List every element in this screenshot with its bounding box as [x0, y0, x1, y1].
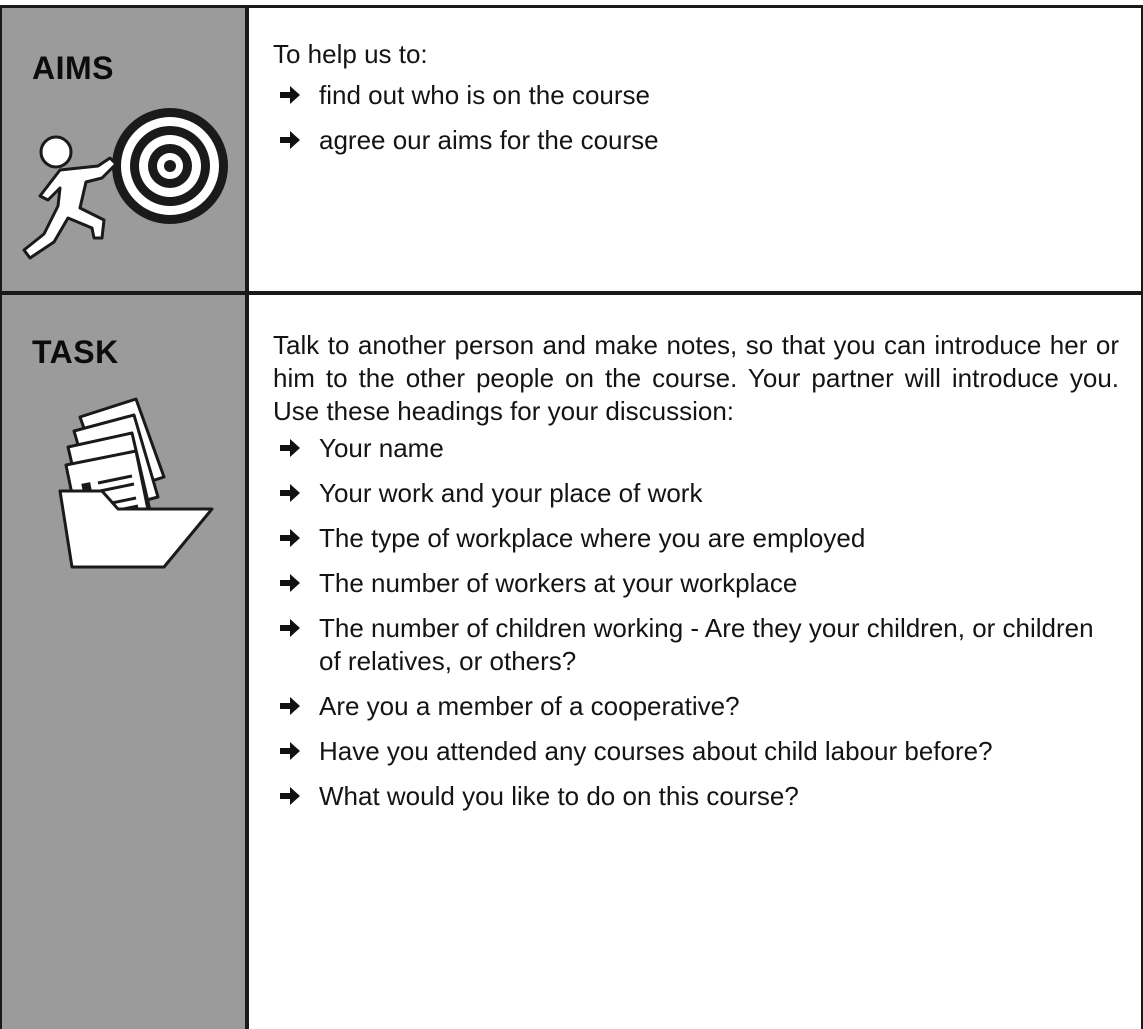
folder-with-documents-icon: [52, 391, 222, 571]
arrow-right-icon: [279, 85, 301, 105]
task-side-panel: [0, 291, 249, 1029]
aims-content: [273, 38, 1119, 169]
arrow-right-icon: [279, 438, 301, 458]
task-bullet-text: Are you a member of a cooperative?: [319, 691, 740, 721]
arrow-right-icon: [279, 528, 301, 548]
arrow-right-icon: [279, 786, 301, 806]
list-item: [273, 567, 1119, 600]
arrow-right-icon: [279, 696, 301, 716]
aims-row: [0, 5, 1143, 291]
list-item: [273, 780, 1119, 813]
list-item: [273, 79, 1119, 112]
task-bullet-text: The number of children working - Are they your children, or children of relatives, or others?: [319, 613, 1094, 676]
task-bullet-list: [273, 432, 1119, 813]
list-item: [273, 124, 1119, 157]
task-bullet-text: Your name: [319, 433, 444, 463]
aims-bullet-text: find out who is on the course: [319, 80, 650, 110]
arrow-right-icon: [279, 130, 301, 150]
person-running-to-target-icon: [20, 108, 246, 268]
aims-bullet-text: agree our aims for the course: [319, 125, 659, 155]
task-content-panel: [249, 291, 1143, 1029]
list-item: [273, 477, 1119, 510]
list-item: [273, 735, 1119, 768]
task-bullet-text: Have you attended any courses about child labour before?: [319, 736, 993, 766]
list-item: [273, 690, 1119, 723]
arrow-right-icon: [279, 573, 301, 593]
task-row: [0, 291, 1143, 1029]
list-item: [273, 522, 1119, 555]
arrow-right-icon: [279, 741, 301, 761]
task-bullet-text: What would you like to do on this course?: [319, 781, 799, 811]
aims-heading: AIMS: [32, 50, 114, 86]
task-content: [273, 329, 1119, 825]
aims-intro: To help us to:: [273, 39, 428, 69]
aims-bullet-list: [273, 79, 1119, 157]
task-instructions: Talk to another person and make notes, so that you can introduce her or him to the other people on the course. Your partner will introduce you. Use these headings for your discussion:: [273, 330, 1119, 426]
aims-side-panel: [0, 5, 249, 291]
task-bullet-text: Your work and your place of work: [319, 478, 703, 508]
task-heading: TASK: [32, 334, 119, 370]
list-item: [273, 432, 1119, 465]
task-bullet-text: The number of workers at your workplace: [319, 568, 798, 598]
arrow-right-icon: [279, 483, 301, 503]
task-bullet-text: The type of workplace where you are employed: [319, 523, 866, 553]
arrow-right-icon: [279, 618, 301, 638]
list-item: [273, 612, 1119, 678]
aims-content-panel: [249, 5, 1143, 291]
